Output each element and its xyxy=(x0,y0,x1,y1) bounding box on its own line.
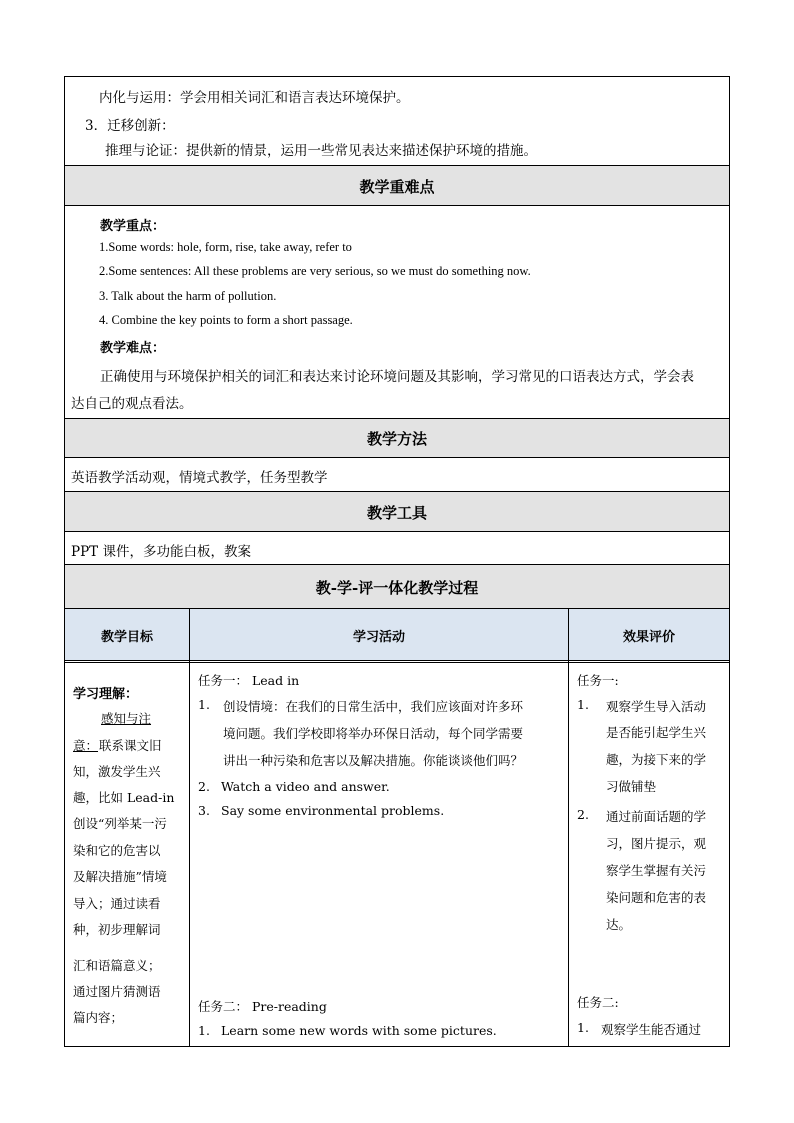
section-title-methods: 教学方法 xyxy=(366,430,427,448)
lesson-plan-table xyxy=(64,76,730,1047)
task2-item: Learn some new words with some pictures. xyxy=(221,1023,497,1038)
difficulty-text: 正确使用与环境保护相关的词汇和表达来讨论环境问题及其影响，学习常见的口语表达方式，学会表 xyxy=(100,369,694,385)
task1-item: 讲出一种污染和危害以及解决措施。你能谈谈他们吗？ xyxy=(223,753,524,768)
divider xyxy=(65,662,729,663)
objective-line: 3．迁移创新： xyxy=(85,118,175,134)
column-header-goals: 教学目标 xyxy=(100,630,153,645)
goal-text: 趣，比如 Lead-in xyxy=(73,790,175,805)
divider xyxy=(65,457,729,458)
list-number: 2. xyxy=(198,779,210,794)
task1-title: 任务一： Lead in xyxy=(198,673,300,688)
column-header-activities: 学习活动 xyxy=(352,630,405,645)
key-point: 3. Talk about the harm of pollution. xyxy=(99,289,277,303)
task1-item: Say some environmental problems. xyxy=(221,803,445,818)
objective-line: 内化与运用：学会用相关词汇和语言表达环境保护。 xyxy=(99,90,410,106)
goal-text: 通过图片猜测语 xyxy=(73,984,161,999)
goal-text: 染和它的危害以 xyxy=(73,843,161,858)
key-point: 1.Some words: hole, form, rise, take away, refer to xyxy=(99,240,352,254)
task1-item: 创设情境：在我们的日常生活中，我们应该面对许多环 xyxy=(223,699,524,714)
goal-text: 篇内容； xyxy=(73,1010,124,1025)
goal-text: 及解决措施”情境 xyxy=(73,869,167,884)
goal-text: 联系课文旧 xyxy=(99,738,162,753)
eval2-item: 观察学生能否通过 xyxy=(601,1022,702,1037)
list-number: 1. xyxy=(198,1023,210,1038)
eval1-item: 察学生掌握有关污 xyxy=(606,863,707,878)
goal-text: 创设“列举某一污 xyxy=(73,816,167,831)
methods-content: 英语教学活动观，情境式教学，任务型教学 xyxy=(71,470,328,486)
goal-sub-label: 意： xyxy=(73,738,99,753)
eval2-title: 任务二: xyxy=(577,995,619,1010)
eval1-item: 习做铺垫 xyxy=(606,779,657,794)
divider xyxy=(65,660,729,661)
eval1-item: 是否能引起学生兴 xyxy=(606,725,707,740)
key-point: 4. Combine the key points to form a short passage. xyxy=(99,313,353,327)
eval1-item: 染问题和危害的表 xyxy=(606,890,707,905)
divider xyxy=(65,205,729,206)
task2-title: 任务二： Pre-reading xyxy=(198,999,327,1014)
section-title-process: 教-学-评一体化教学过程 xyxy=(315,579,479,597)
key-point: 2.Some sentences: All these problems are very serious, so we must do something now. xyxy=(99,264,531,278)
list-number: 1. xyxy=(577,697,589,712)
column-header-evaluation: 效果评价 xyxy=(622,630,675,645)
key-points-label: 教学重点： xyxy=(100,219,166,234)
list-number: 3. xyxy=(198,803,210,818)
eval1-title: 任务一: xyxy=(577,673,619,688)
goal-text: 导入；通过读看 xyxy=(73,896,161,911)
difficulty-text: 达自己的观点看法。 xyxy=(71,396,193,412)
eval1-item: 达。 xyxy=(606,917,632,932)
goal-text: 知，激发学生兴 xyxy=(73,764,161,779)
goal-sub-label: 感知与注 xyxy=(101,711,152,726)
divider xyxy=(65,531,729,532)
list-number: 1. xyxy=(198,697,210,712)
goal-text: 种，初步理解词 xyxy=(73,922,161,937)
list-number: 1. xyxy=(577,1020,589,1035)
section-title-key-difficulties: 教学重难点 xyxy=(359,178,435,196)
list-number: 2. xyxy=(577,807,589,822)
eval1-item: 通过前面话题的学 xyxy=(606,809,707,824)
objective-line: 推理与论证：提供新的情景，运用一些常见表达来描述保护环境的措施。 xyxy=(105,143,537,159)
eval1-item: 趣，为接下来的学 xyxy=(606,752,707,767)
column-divider xyxy=(189,609,190,1046)
goal-label: 学习理解： xyxy=(73,687,139,702)
difficulty-label: 教学难点： xyxy=(100,341,166,356)
eval1-item: 观察学生导入活动 xyxy=(606,699,707,714)
task1-item: 境问题。我们学校即将举办环保日活动，每个同学需要 xyxy=(223,726,524,741)
eval1-item: 习，图片提示，观 xyxy=(606,836,707,851)
section-title-tools: 教学工具 xyxy=(366,504,427,522)
column-divider xyxy=(568,609,569,1046)
goal-text: 汇和语篇意义； xyxy=(73,958,161,973)
tools-content: PPT 课件，多功能白板，教案 xyxy=(71,544,251,560)
task1-item: Watch a video and answer. xyxy=(221,779,390,794)
